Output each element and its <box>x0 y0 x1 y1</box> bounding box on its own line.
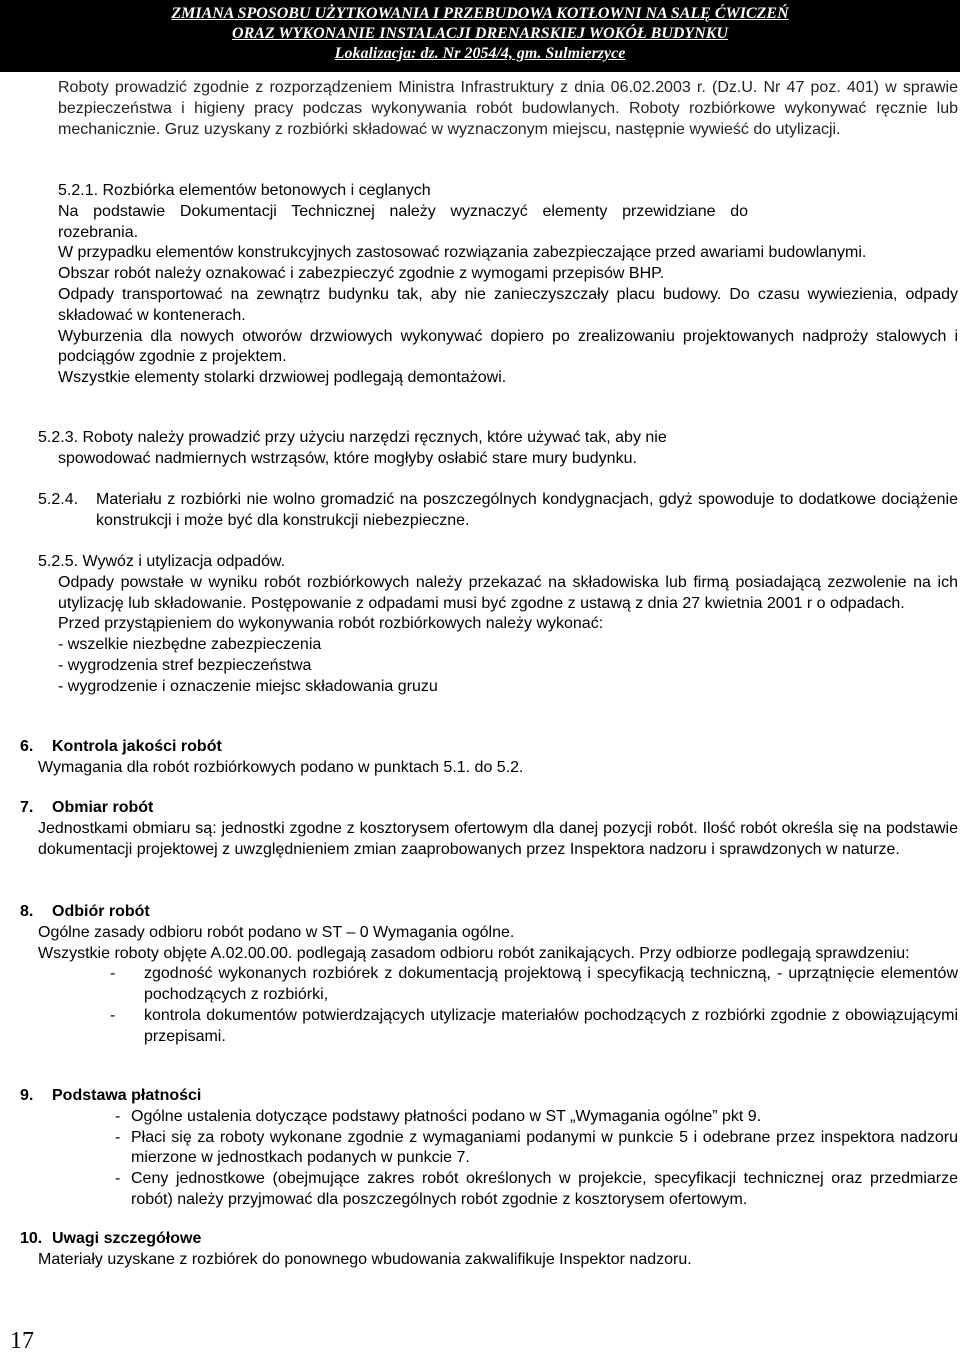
section-5-2-1-p3: Obszar robót należy oznakować i zabezpieczyć zgodnie z wymogami przepisów BHP. <box>58 265 665 283</box>
section-9-item-2-dash: - <box>115 1128 121 1146</box>
section-5-2-5-item-3: - wygrodzenie i oznaczenie miejsc składowania gruzu <box>58 677 438 695</box>
section-6 <box>20 737 958 779</box>
section-9-item-3-text: Ceny jednostkowe (obejmujące zakres robót określonych w projekcie, specyfikacji technicznej oraz przedmiarze robót) należy przyjmować dla poszczególnych robót zgodnie z kosztorysem ofertowym. <box>131 1170 958 1208</box>
section-9-item-2 <box>20 1128 958 1170</box>
section-5-2-1-p2: W przypadku elementów konstrukcyjnych zastosować rozwiązania zabezpieczające przed awariami budowlanymi. <box>58 244 867 262</box>
document-header <box>0 0 960 72</box>
section-5-2-1-p6: Wszystkie elementy stolarki drzwiowej podlegają demontażowi. <box>58 369 507 387</box>
section-8-item-2 <box>38 1006 958 1048</box>
section-10-text: Materiały uzyskane z rozbiórek do ponownego wbudowania zakwalifikuje Inspektor nadzoru. <box>38 1250 692 1268</box>
section-7-title: Obmiar robót <box>52 799 154 816</box>
section-5-2-5-item-1: - wszelkie niezbędne zabezpieczenia <box>58 636 322 654</box>
section-6-text: Wymagania dla robót rozbiórkowych podano w punktach 5.1. do 5.2. <box>38 758 524 776</box>
section-5-2-5-p1: Odpady powstałe w wyniku robót rozbiórkowych należy przekazać na składowiska lub firmą posiadającą zezwolenie na ich utylizację lub składowanie. Postępowanie z odpadami musi być zgodne z ustawą z dnia 27 kwietnia 2001 r o odpadach. <box>58 573 958 612</box>
section-10 <box>20 1229 958 1271</box>
section-8-item-2-text: kontrola dokumentów potwierdzających utylizacje materiałów pochodzących z rozbiórki zgodnie z obowiązującymi przepisami. <box>144 1006 958 1045</box>
section-8-line-2: Wszystkie roboty objęte A.02.00.00. podlegają zasadom odbioru robót zanikających. Przy odbiorze podlegają sprawdzeniu: <box>38 944 910 962</box>
section-9-item-1-text: Ogólne ustalenia dotyczące podstawy płatności podano w ST „Wymagania ogólne” pkt 9. <box>131 1107 762 1125</box>
section-5-2-4-number: 5.2.4. <box>38 491 79 508</box>
section-5-2-3-number: 5.2.3. <box>38 429 79 446</box>
page-number: 17 <box>10 1328 34 1354</box>
header-title-line-2: ORAZ WYKONANIE INSTALACJI DRENARSKIEJ WOKÓŁ BUDYNKU <box>232 25 728 42</box>
section-6-number: 6. <box>20 738 34 755</box>
section-5-2-5-title: 5.2.5. Wywóz i utylizacja odpadów. <box>38 553 286 570</box>
section-5-2-1-p4: Odpady transportować na zewnątrz budynku tak, aby nie zanieczyszczały placu budowy. Do czasu wywiezienia, odpady składować w kontenerach. <box>58 285 958 324</box>
intro-paragraph: Roboty prowadzić zgodnie z rozporządzeniem Ministra Infrastruktury z dnia 06.02.2003 r. (Dz.U. Nr 47 poz. 401) w sprawie bezpieczeństwa i higieny pracy podczas wykonywania robót budowlanych. Roboty rozbiórkowe wykonywać ręcznie lub mechanicznie. Gruz uzyskany z rozbiórki składować w wyznaczonym miejscu, następnie wywieść do utylizacji. <box>58 79 958 138</box>
section-9-item-3 <box>20 1169 958 1211</box>
section-5-2-4 <box>38 490 958 532</box>
section-8-line-1: Ogólne zasady odbioru robót podano w ST – 0 Wymagania ogólne. <box>38 923 515 941</box>
section-5-2-3-line-1: Roboty należy prowadzić przy użyciu narzędzi ręcznych, które używać tak, aby nie <box>82 429 667 446</box>
section-9-item-1 <box>20 1107 958 1128</box>
section-5-2-5-p2: Przed przystąpieniem do wykonywania robót rozbiórkowych należy wykonać: <box>58 615 604 633</box>
section-9-number: 9. <box>20 1087 34 1104</box>
section-8 <box>20 902 958 1048</box>
section-10-title: Uwagi szczegółowe <box>52 1230 202 1247</box>
header-title-line-1: ZMIANA SPOSOBU UŻYTKOWANIA I PRZEBUDOWA KOTŁOWNI NA SALĘ ĆWICZEŃ <box>171 5 789 22</box>
section-5-2-3-line-2: spowodować nadmiernych wstrząsów, które mogłyby osłabić stare mury budynku. <box>58 449 637 467</box>
section-5-2-1-p1: Na podstawie Dokumentacji Technicznej należy wyznaczyć elementy przewidziane do rozebrania. <box>58 202 748 241</box>
section-5-2-1-title: 5.2.1. Rozbiórka elementów betonowych i ceglanych <box>58 182 431 199</box>
section-7-number: 7. <box>20 799 34 816</box>
section-5-2-1 <box>58 181 958 389</box>
section-8-item-2-dash: - <box>110 1006 116 1024</box>
section-10-number: 10. <box>20 1230 43 1247</box>
section-5-2-4-text: Materiału z rozbiórki nie wolno gromadzić na poszczególnych kondygnacjach, gdyż spowoduje to dodatkowe dociążenie konstrukcji i może być dla konstrukcji niebezpieczne. <box>96 491 958 529</box>
section-8-item-1-dash: - <box>110 965 116 983</box>
section-7 <box>20 798 958 860</box>
section-9-item-2-text: Płaci się za roboty wykonane zgodnie z wymaganiami podanymi w punkcie 5 i odebrane przez inspektora nadzoru mierzone w jednostkach podanych w punkcie 7. <box>131 1128 958 1167</box>
section-5-2-5 <box>38 552 958 698</box>
header-location: Lokalizacja: dz. Nr 2054/4, gm. Sulmierzyce <box>334 45 626 62</box>
section-5-2-1-p5: Wyburzenia dla nowych otworów drzwiowych wykonywać dopiero po zrealizowaniu projektowanych nadproży stalowych i podciągów zgodnie z projektem. <box>58 327 958 366</box>
section-5-2-3 <box>38 428 958 470</box>
section-9-item-1-dash: - <box>115 1107 121 1125</box>
section-6-title: Kontrola jakości robót <box>52 738 222 755</box>
section-8-item-1 <box>38 964 958 1006</box>
section-9 <box>20 1086 958 1211</box>
section-5-2-5-item-2: - wygrodzenia stref bezpieczeństwa <box>58 656 312 674</box>
section-8-number: 8. <box>20 903 34 920</box>
section-9-item-3-dash: - <box>115 1170 121 1188</box>
section-9-title: Podstawa płatności <box>52 1087 202 1104</box>
section-8-item-1-text: zgodność wykonanych rozbiórek z dokumentacją projektową i specyfikacją techniczną, - uprzątnięcie elementów pochodzących z rozbiórki, <box>144 965 958 1004</box>
section-7-text: Jednostkami obmiaru są: jednostki zgodne z kosztorysem ofertowym dla danej pozycji robót. Ilość robót określa się na podstawie dokumentacji projektowej z uwzględnieniem zmian zaaprobowanych przez Inspektora nadzoru i sprawdzonych w naturze. <box>38 819 958 858</box>
section-8-title: Odbiór robót <box>52 903 150 920</box>
